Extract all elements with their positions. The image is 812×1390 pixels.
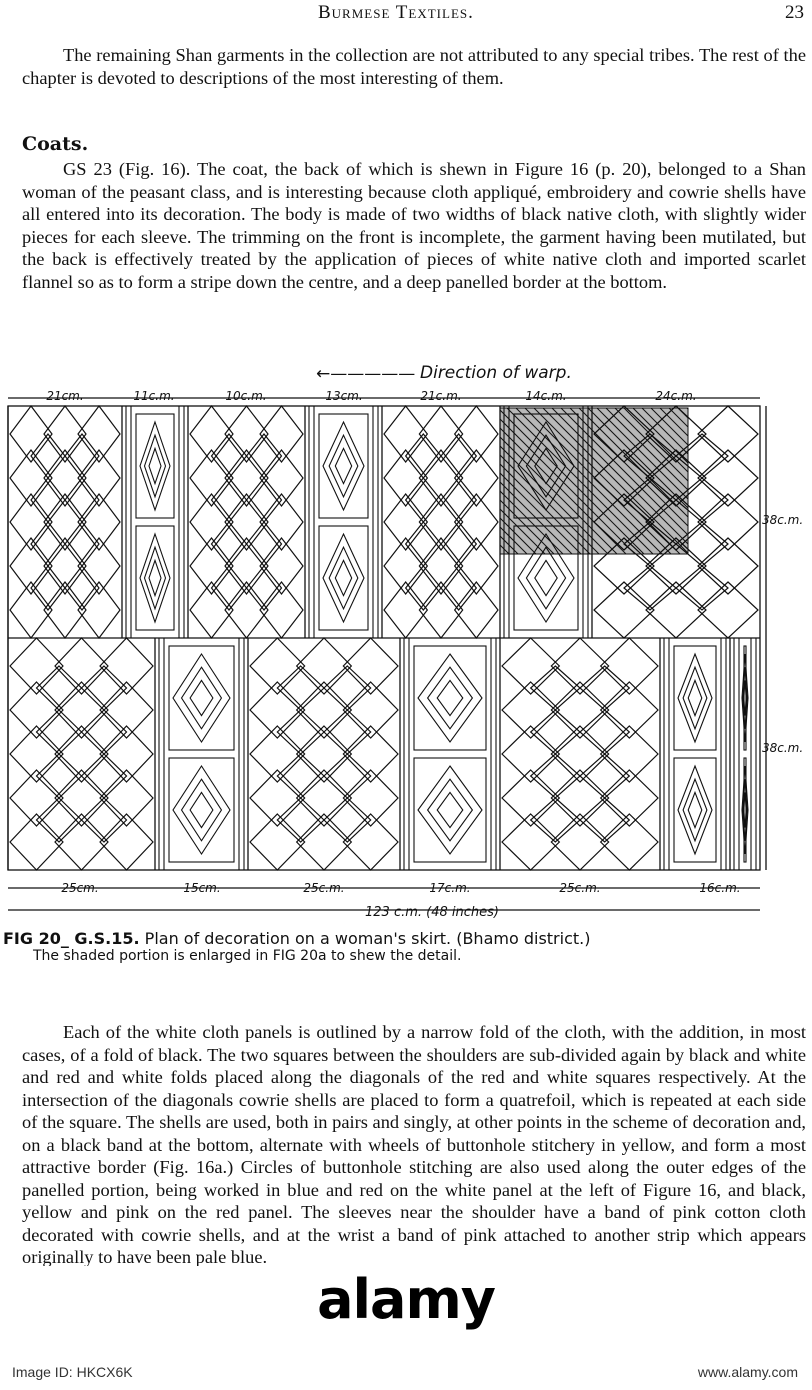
- lattice-diamond: [384, 538, 427, 594]
- lattice-diamond: [260, 538, 303, 594]
- lattice-diamond: [225, 494, 268, 550]
- stripe-box: [136, 526, 174, 630]
- lattice-diamond: [78, 450, 120, 506]
- lattice-diamond: [44, 406, 86, 462]
- stripe-box: [169, 758, 234, 862]
- lattice-diamond: [277, 710, 324, 754]
- lattice-diamond: [455, 494, 498, 550]
- stripe-diamond: [688, 792, 702, 827]
- side-measurement: 38c.m.: [762, 741, 804, 755]
- lattice-diamond: [531, 666, 580, 710]
- lattice-diamond: [324, 754, 371, 798]
- lattice-diamond: [260, 406, 303, 462]
- lattice-diamond: [419, 406, 462, 462]
- lattice-diamond: [260, 582, 303, 638]
- lattice-diamond: [225, 582, 268, 638]
- stripe-box: [674, 758, 716, 862]
- bottom-stripe-panel: [664, 638, 726, 870]
- running-title: Burmese Textiles.: [318, 2, 474, 23]
- lattice-diamond: [419, 450, 462, 506]
- lattice-diamond: [531, 710, 580, 754]
- lattice-diamond: [260, 494, 303, 550]
- stripe-box: [414, 646, 486, 750]
- lattice-diamond: [225, 406, 268, 462]
- bottom-measurement: 16c.m.: [699, 881, 741, 895]
- lattice-diamond: [44, 538, 86, 594]
- top-measurement: 11c.m.: [133, 389, 175, 403]
- bottom-stripe-panel: [404, 638, 496, 870]
- stripe-diamond: [688, 680, 702, 715]
- caption-line-2: The shaded portion is enlarged in FIG 20a to shew the detail.: [33, 948, 462, 964]
- lattice-diamond: [78, 538, 120, 594]
- shaded-portion: [500, 408, 688, 554]
- lattice-diamond: [37, 798, 82, 842]
- lattice-diamond: [277, 754, 324, 798]
- lattice-diamond: [190, 494, 233, 550]
- stripe-box: [319, 526, 368, 630]
- lattice-diamond: [37, 666, 82, 710]
- direction-of-warp-label: ←————— Direction of warp.: [316, 363, 572, 384]
- lattice-diamond: [384, 450, 427, 506]
- lattice-diamond: [324, 798, 371, 842]
- lattice-diamond: [225, 538, 268, 594]
- lattice-diamond: [225, 450, 268, 506]
- stripe-diamond: [190, 680, 213, 715]
- lattice-diamond: [698, 582, 758, 638]
- lattice-diamond: [10, 406, 52, 462]
- top-measurement: 14c.m.: [525, 389, 567, 403]
- section-heading: Coats.: [22, 133, 89, 155]
- stripe-box: [136, 414, 174, 518]
- stripe-diamond: [335, 448, 351, 483]
- stripe-box: [319, 414, 368, 518]
- bottom-measurement: 17c.m.: [429, 881, 471, 895]
- warp-arrow: ←—————: [316, 364, 416, 384]
- lattice-diamond: [698, 450, 758, 506]
- stripe-diamond: [535, 560, 557, 595]
- figure-label: FIG 20_ G.S.15.: [3, 929, 140, 948]
- lattice-diamond: [10, 494, 52, 550]
- lattice-diamond: [580, 754, 629, 798]
- lattice-diamond: [580, 798, 629, 842]
- page-number: 23: [785, 2, 804, 23]
- lattice-diamond: [455, 406, 498, 462]
- top-measurement: 13cm.: [325, 389, 363, 403]
- lattice-diamond: [324, 710, 371, 754]
- caption-line-1: Plan of decoration on a woman's skirt. (Bhamo district.): [144, 929, 591, 948]
- lattice-diamond: [78, 406, 120, 462]
- stripe-diamond: [437, 792, 463, 827]
- lattice-diamond: [676, 566, 728, 610]
- stripe-diamond: [335, 560, 351, 595]
- lattice-diamond: [10, 538, 52, 594]
- lattice-diamond: [384, 494, 427, 550]
- lattice-diamond: [78, 494, 120, 550]
- lattice-diamond: [78, 582, 120, 638]
- bottom-lattice-panel: [250, 638, 398, 870]
- top-stripe-panel: [126, 406, 184, 638]
- lattice-diamond: [190, 538, 233, 594]
- lattice-diamond: [531, 754, 580, 798]
- lattice-diamond: [260, 450, 303, 506]
- lattice-diamond: [277, 798, 324, 842]
- image-id: Image ID: HKCX6K: [12, 1364, 133, 1380]
- running-head: [0, 2, 812, 26]
- lattice-diamond: [190, 582, 233, 638]
- lattice-diamond: [277, 666, 324, 710]
- alamy-logo: alamy: [317, 1268, 495, 1331]
- lattice-diamond: [82, 666, 127, 710]
- lattice-diamond: [190, 450, 233, 506]
- lattice-diamond: [455, 538, 498, 594]
- stripe-box: [169, 646, 234, 750]
- stripe-box: [674, 646, 716, 750]
- hatch-line: [687, 408, 688, 409]
- lattice-diamond: [580, 666, 629, 710]
- stripe-diamond: [744, 792, 746, 827]
- lattice-diamond: [419, 582, 462, 638]
- top-measurement: 10c.m.: [225, 389, 267, 403]
- lattice-diamond: [324, 666, 371, 710]
- top-measurement: 24c.m.: [655, 389, 697, 403]
- lattice-diamond: [10, 582, 52, 638]
- top-measurement: 21c.m.: [420, 389, 462, 403]
- lattice-diamond: [82, 710, 127, 754]
- lattice-diamond: [698, 406, 758, 462]
- skirt-plan-drawing: [0, 362, 812, 927]
- bottom-measurement: 25c.m.: [303, 881, 345, 895]
- lattice-diamond: [82, 754, 127, 798]
- bottom-lattice-panel: [10, 638, 153, 870]
- lattice-diamond: [44, 450, 86, 506]
- lattice-diamond: [624, 566, 676, 610]
- side-measurement: 38c.m.: [762, 513, 804, 527]
- top-lattice-panel: [190, 406, 303, 638]
- panels-paragraph: Each of the white cloth panels is outlined by a narrow fold of the cloth, with the addition, in most cases, of a fold of black. The two squares between the shoulders are sub-divided again by black and white and red and white folds placed along the diagonals of the red and white squares respectively. At the intersection of the diagonals cowrie shells are placed to form a quatrefoil, which is repeated at each side of the square. The shells are used, both in pairs and singly, at other points in the scheme of decoration and, on a black band at the bottom, alternate with wheels of buttonhole stitchery in yellow, and form a most attractive border (Fig. 16a.) Circles of buttonhole stitching are also used along the outer edges of the panelled portion, being worked in blue and red on the white panel at the left of Figure 16, and black, yellow and pink on the red panel. The sleeves near the shoulder have a band of pink cotton cloth decorated with cowrie shells, and at the wrist a band of pink attached to another strip which appears originally to have been pale blue.: [22, 1022, 806, 1266]
- stripe-diamond: [437, 680, 463, 715]
- lattice-diamond: [594, 582, 654, 638]
- top-lattice-panel: [384, 406, 498, 638]
- bottom-lattice-panel: [502, 638, 658, 870]
- lattice-diamond: [455, 582, 498, 638]
- lattice-diamond: [10, 450, 52, 506]
- bottom-measurement: 25c.m.: [559, 881, 601, 895]
- lattice-diamond: [419, 494, 462, 550]
- lattice-diamond: [646, 582, 706, 638]
- lattice-diamond: [698, 538, 758, 594]
- site-url: www.alamy.com: [697, 1364, 798, 1380]
- lattice-diamond: [455, 450, 498, 506]
- lattice-diamond: [82, 798, 127, 842]
- top-lattice-panel: [10, 406, 120, 638]
- lattice-diamond: [419, 538, 462, 594]
- lattice-diamond: [44, 494, 86, 550]
- lattice-diamond: [531, 798, 580, 842]
- lattice-diamond: [44, 582, 86, 638]
- bottom-stripe-panel: [734, 638, 756, 870]
- stripe-box: [414, 758, 486, 862]
- lattice-diamond: [384, 582, 427, 638]
- top-stripe-panel: [309, 406, 378, 638]
- lattice-diamond: [37, 754, 82, 798]
- stripe-diamond: [190, 792, 213, 827]
- top-measurement: 21cm.: [46, 389, 84, 403]
- lattice-diamond: [37, 710, 82, 754]
- total-measurement: 123 c.m. (48 inches): [365, 905, 499, 920]
- figure-20-skirt-plan: [0, 362, 812, 927]
- lattice-diamond: [384, 406, 427, 462]
- intro-paragraph: The remaining Shan garments in the collection are not attributed to any special tribes. The rest of the chapter is devoted to descriptions of the most interesting of them.: [22, 45, 806, 88]
- figure-caption: [3, 929, 803, 964]
- stripe-diamond: [149, 448, 161, 483]
- bottom-stripe-panel: [159, 638, 244, 870]
- lattice-diamond: [190, 406, 233, 462]
- lattice-diamond: [698, 494, 758, 550]
- bottom-measurement: 15cm.: [183, 881, 221, 895]
- lattice-diamond: [580, 710, 629, 754]
- stripe-diamond: [149, 560, 161, 595]
- stripe-diamond: [744, 680, 746, 715]
- bottom-measurement: 25cm.: [61, 881, 99, 895]
- coat-paragraph: GS 23 (Fig. 16). The coat, the back of which is shewn in Figure 16 (p. 20), belonged to a Shan woman of the peasant class, and is interesting because cloth appliqué, embroidery and cowrie shells have all entered into its decoration. The body is made of two widths of black native cloth, with slightly wider pieces for each sleeve. The trimming on the front is incomplete, the garment having been mutilated, but the back is effectively treated by the application of pieces of white native cloth and imported scarlet flannel so as to form a stripe down the centre, and a deep panelled border at the bottom.: [22, 159, 806, 292]
